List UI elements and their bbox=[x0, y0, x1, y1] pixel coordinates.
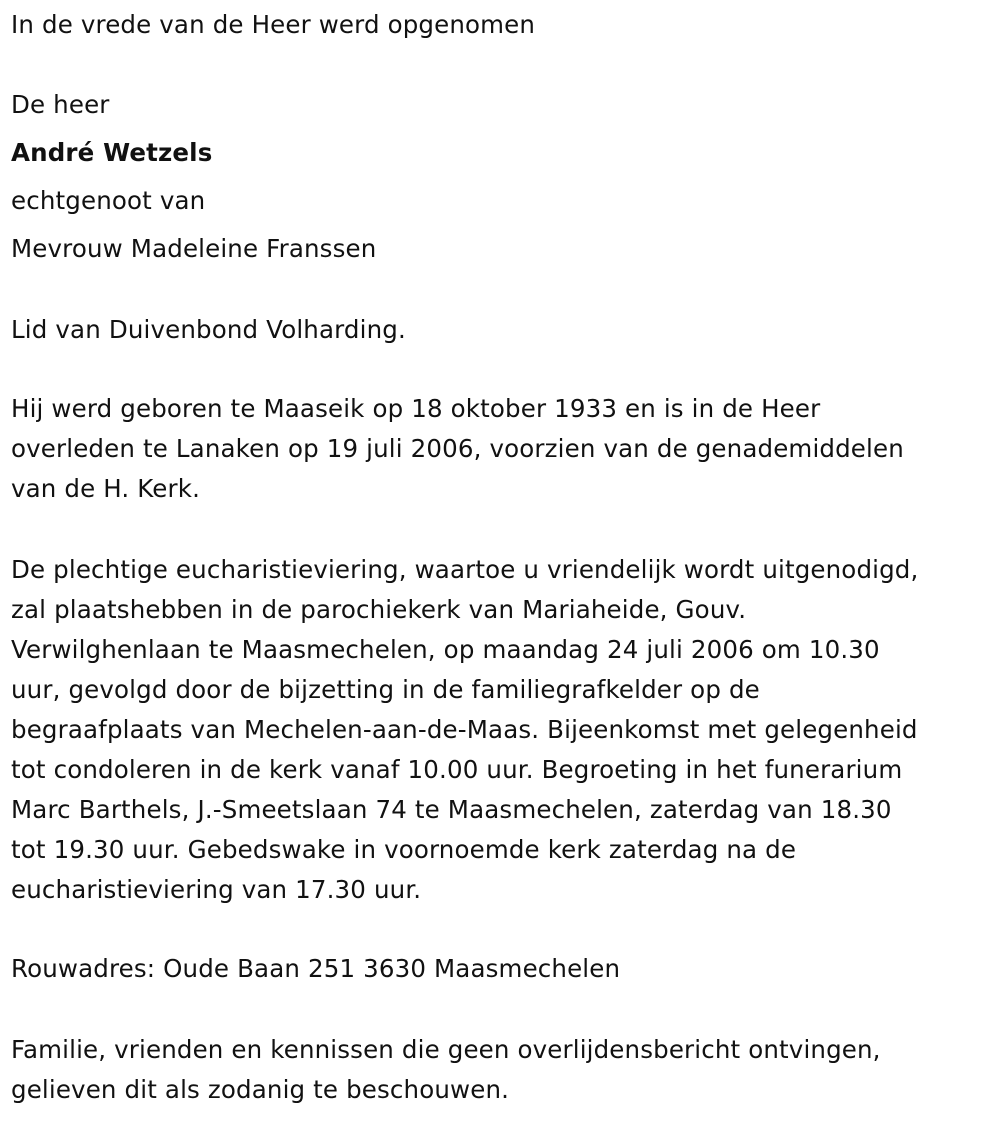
birth-death-line: Hij werd geboren te Maaseik op 18 oktober 1933 en is in de Heer bbox=[11, 394, 821, 423]
ceremony-line: zal plaatshebben in de parochiekerk van Mariaheide, Gouv. bbox=[11, 595, 747, 624]
birth-death-line: van de H. Kerk. bbox=[11, 474, 201, 503]
salutation: De heer bbox=[11, 90, 110, 119]
deceased-name: André Wetzels bbox=[11, 138, 213, 167]
relation-line: echtgenoot van bbox=[11, 186, 206, 215]
ceremony-line: begraafplaats van Mechelen-aan-de-Maas. Bijeenkomst met gelegenheid bbox=[11, 715, 918, 744]
ceremony-line: tot 19.30 uur. Gebedswake in voornoemde kerk zaterdag na de bbox=[11, 835, 797, 864]
intro-line: In de vrede van de Heer werd opgenomen bbox=[11, 10, 536, 39]
closing-line: Familie, vrienden en kennissen die geen overlijdensbericht ontvingen, bbox=[11, 1035, 881, 1064]
spouse-name: Mevrouw Madeleine Franssen bbox=[11, 234, 377, 263]
ceremony-line: uur, gevolgd door de bijzetting in de familiegrafkelder op de bbox=[11, 675, 760, 704]
birth-death-line: overleden te Lanaken op 19 juli 2006, voorzien van de genademiddelen bbox=[11, 434, 904, 463]
address-line: Rouwadres: Oude Baan 251 3630 Maasmechelen bbox=[11, 954, 621, 983]
closing-line: gelieven dit als zodanig te beschouwen. bbox=[11, 1075, 510, 1104]
ceremony-line: De plechtige eucharistieviering, waartoe u vriendelijk wordt uitgenodigd, bbox=[11, 555, 919, 584]
ceremony-line: tot condoleren in de kerk vanaf 10.00 uur. Begroeting in het funerarium bbox=[11, 755, 903, 784]
membership-line: Lid van Duivenbond Volharding. bbox=[11, 315, 406, 344]
ceremony-line: Marc Barthels, J.-Smeetslaan 74 te Maasmechelen, zaterdag van 18.30 bbox=[11, 795, 892, 824]
ceremony-line: eucharistieviering van 17.30 uur. bbox=[11, 875, 422, 904]
ceremony-line: Verwilghenlaan te Maasmechelen, op maandag 24 juli 2006 om 10.30 bbox=[11, 635, 880, 664]
